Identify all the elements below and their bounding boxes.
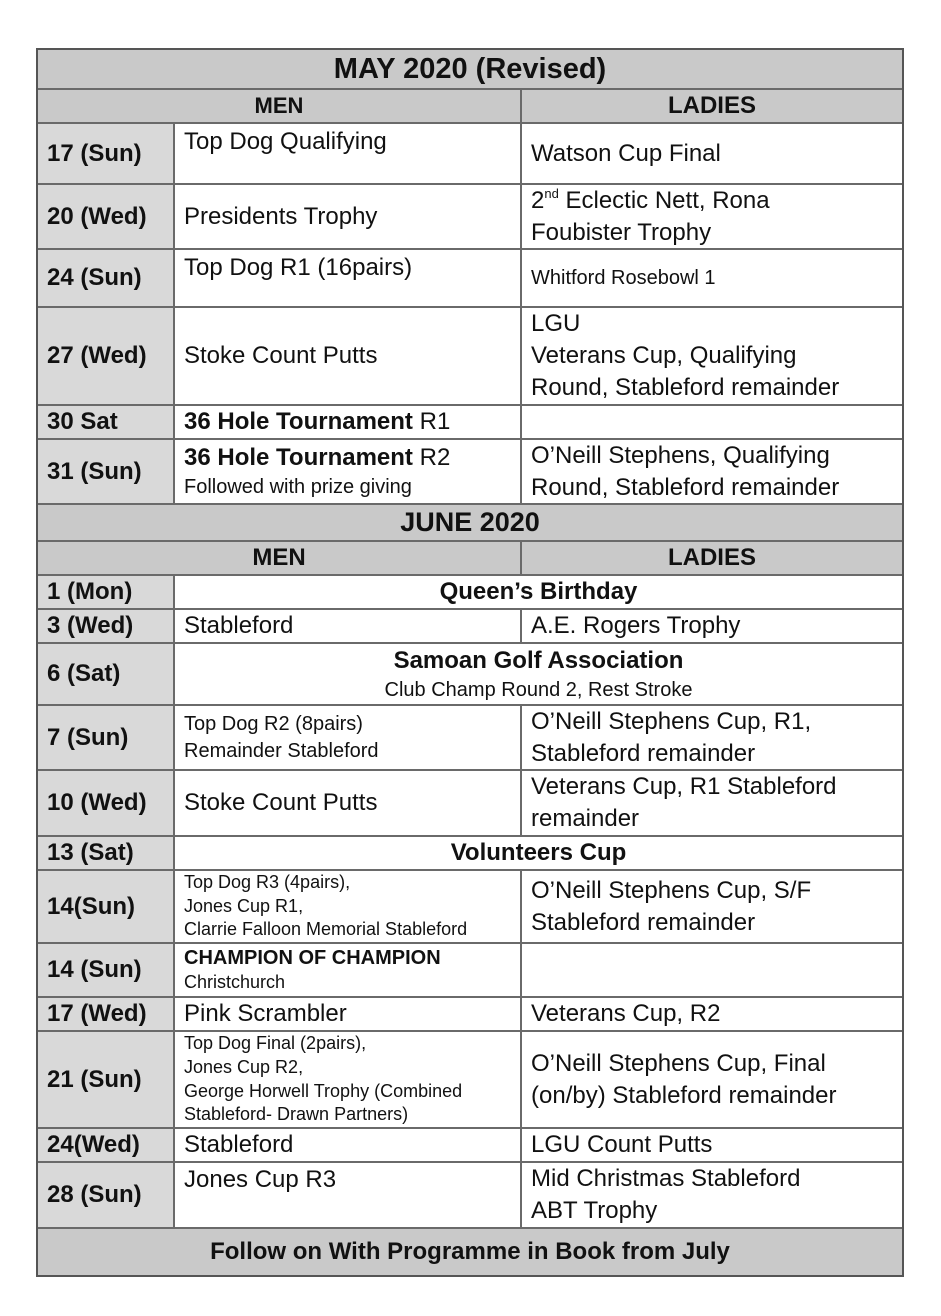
men-cell [175, 944, 522, 996]
men-event-bold: 36 Hole Tournament [184, 444, 413, 472]
men-cell [175, 1129, 522, 1161]
ladies-cell [522, 944, 902, 996]
men-event-subtitle: Christchurch [184, 972, 286, 993]
may-title: MAY 2020 (Revised) [38, 50, 902, 88]
men-event: Stoke Count Putts [184, 789, 378, 817]
span-cell [175, 644, 902, 704]
men-cell [175, 610, 522, 642]
ladies-ordinal: 2 [531, 186, 545, 214]
ladies-event: Whitford Rosebowl 1 [531, 267, 716, 289]
ladies-event-line: remainder [531, 805, 640, 832]
men-event-line: Remainder Stableford [184, 739, 379, 762]
date-cell: 10 (Wed) [38, 771, 175, 835]
table-row [38, 642, 902, 704]
june-title: JUNE 2020 [38, 505, 902, 540]
ladies-cell [522, 250, 902, 306]
table-row [38, 183, 902, 248]
ladies-event-line: O’Neill Stephens, Qualifying [531, 441, 830, 469]
men-event-line [184, 442, 520, 474]
men-cell [175, 185, 522, 248]
table-row [38, 942, 902, 996]
table-row [38, 574, 902, 608]
ladies-event-line: LGU [531, 310, 581, 338]
ladies-cell [522, 610, 902, 642]
holiday-label: Queen’s Birthday [439, 578, 638, 606]
men-event-line: Jones Cup R1, [184, 895, 304, 916]
span-event-subtitle: Club Champ Round 2, Rest Stroke [384, 678, 693, 701]
men-cell [175, 1032, 522, 1127]
men-event [184, 406, 520, 437]
men-event-bold: 36 Hole Tournament [184, 408, 413, 436]
date-cell: 24 (Sun) [38, 250, 175, 306]
june-header-row [38, 540, 902, 574]
footer-row [38, 1227, 902, 1275]
men-cell [175, 406, 522, 438]
ladies-event-line: Foubister Trophy [531, 218, 712, 246]
date-cell: 24(Wed) [38, 1129, 175, 1161]
men-event: Stableford [184, 612, 294, 640]
ladies-cell [522, 185, 902, 248]
men-event: Presidents Trophy [184, 202, 378, 230]
june-title-row [38, 503, 902, 540]
date-cell: 20 (Wed) [38, 185, 175, 248]
men-cell [175, 440, 522, 503]
date-cell: 31 (Sun) [38, 440, 175, 503]
span-cell [175, 837, 902, 869]
ladies-cell [522, 706, 902, 769]
table-row [38, 306, 902, 404]
men-event-line: Top Dog Final (2pairs), [184, 1033, 367, 1053]
ladies-cell [522, 1032, 902, 1127]
ladies-event-line: ABT Trophy [531, 1197, 658, 1224]
date-cell: 17 (Wed) [38, 998, 175, 1030]
ladies-event-line [531, 185, 902, 217]
june-men-header: MEN [38, 542, 522, 574]
date-cell: 13 (Sat) [38, 837, 175, 869]
table-row [38, 438, 902, 503]
men-cell [175, 998, 522, 1030]
men-event: Pink Scrambler [184, 1000, 347, 1028]
ladies-cell [522, 771, 902, 835]
men-event-line: Clarrie Falloon Memorial Stableford [184, 919, 468, 940]
table-row [38, 248, 902, 306]
programme-table [36, 48, 904, 1277]
ladies-event-line: O’Neill Stephens Cup, S/F [531, 876, 812, 904]
ladies-event: LGU Count Putts [531, 1131, 713, 1159]
date-cell: 28 (Sun) [38, 1163, 175, 1227]
ladies-cell [522, 124, 902, 183]
men-cell [175, 124, 522, 183]
date-cell: 17 (Sun) [38, 124, 175, 183]
ladies-cell [522, 1129, 902, 1161]
ladies-event-line: Veterans Cup, R1 Stableford [531, 773, 837, 801]
men-event: Stableford [184, 1131, 294, 1159]
men-cell [175, 1163, 522, 1227]
table-row [38, 1161, 902, 1227]
table-row [38, 1030, 902, 1127]
men-event: Top Dog Qualifying [184, 128, 387, 155]
may-title-row [38, 50, 902, 88]
men-cell [175, 871, 522, 942]
table-row [38, 122, 902, 183]
date-cell: 14 (Sun) [38, 944, 175, 996]
may-men-header: MEN [38, 90, 522, 122]
ladies-event-line: Stableford remainder [531, 739, 756, 767]
table-row [38, 1127, 902, 1161]
date-cell: 21 (Sun) [38, 1032, 175, 1127]
ladies-cell [522, 308, 902, 404]
men-cell [175, 250, 522, 306]
ladies-event-line: Stableford remainder [531, 908, 756, 936]
footer-note: Follow on With Programme in Book from July [38, 1229, 902, 1275]
date-cell: 27 (Wed) [38, 308, 175, 404]
ladies-event-line: Veterans Cup, Qualifying [531, 342, 797, 370]
men-event-line: Jones Cup R2, [184, 1056, 304, 1077]
ladies-event-line: Mid Christmas Stableford [531, 1165, 801, 1193]
may-ladies-header: LADIES [522, 90, 902, 122]
men-event-line: Top Dog R3 (4pairs), [184, 871, 351, 892]
ladies-event: Veterans Cup, R2 [531, 1000, 721, 1028]
ladies-cell [522, 1163, 902, 1227]
ladies-event-line: O’Neill Stephens Cup, R1, [531, 707, 812, 735]
date-cell: 7 (Sun) [38, 706, 175, 769]
ladies-event-line: Round, Stableford remainder [531, 473, 840, 501]
men-event: Jones Cup R3 [184, 1166, 337, 1193]
span-event: Volunteers Cup [450, 839, 627, 867]
table-row [38, 835, 902, 869]
date-cell: 14(Sun) [38, 871, 175, 942]
ladies-event-line: Round, Stableford remainder [531, 373, 840, 401]
ladies-cell [522, 871, 902, 942]
date-cell: 30 Sat [38, 406, 175, 438]
men-event-line: Followed with prize giving [184, 476, 412, 499]
date-cell: 6 (Sat) [38, 644, 175, 704]
table-row [38, 769, 902, 835]
ladies-ordinal-suffix: nd [544, 185, 559, 201]
men-event-title: CHAMPION OF CHAMPION [184, 947, 441, 970]
men-event: Top Dog R1 (16pairs) [184, 254, 413, 281]
men-event-round: R1 [412, 408, 451, 436]
men-cell [175, 308, 522, 404]
men-event-line: George Horwell Trophy (Combined [184, 1080, 463, 1101]
date-cell: 1 (Mon) [38, 576, 175, 608]
men-cell [175, 771, 522, 835]
men-event-round: R2 [412, 444, 451, 472]
men-event: Stoke Count Putts [184, 342, 378, 370]
june-ladies-header: LADIES [522, 542, 902, 574]
table-row [38, 704, 902, 769]
may-header-row [38, 88, 902, 122]
ladies-cell [522, 406, 902, 438]
span-cell [175, 576, 902, 608]
ladies-event-text: Eclectic Nett, Rona [558, 186, 770, 214]
ladies-event: A.E. Rogers Trophy [531, 612, 741, 640]
table-row [38, 608, 902, 642]
men-event-line: Stableford- Drawn Partners) [184, 1104, 409, 1125]
table-row [38, 404, 902, 438]
ladies-event: Watson Cup Final [531, 139, 721, 167]
men-event-line: Top Dog R2 (8pairs) [184, 713, 363, 736]
ladies-event-line: (on/by) Stableford remainder [531, 1081, 837, 1109]
ladies-cell [522, 440, 902, 503]
table-row [38, 869, 902, 942]
table-row [38, 996, 902, 1030]
men-cell [175, 706, 522, 769]
date-cell: 3 (Wed) [38, 610, 175, 642]
ladies-cell [522, 998, 902, 1030]
ladies-event-line: O’Neill Stephens Cup, Final [531, 1049, 826, 1077]
span-event-title: Samoan Golf Association [393, 646, 684, 674]
